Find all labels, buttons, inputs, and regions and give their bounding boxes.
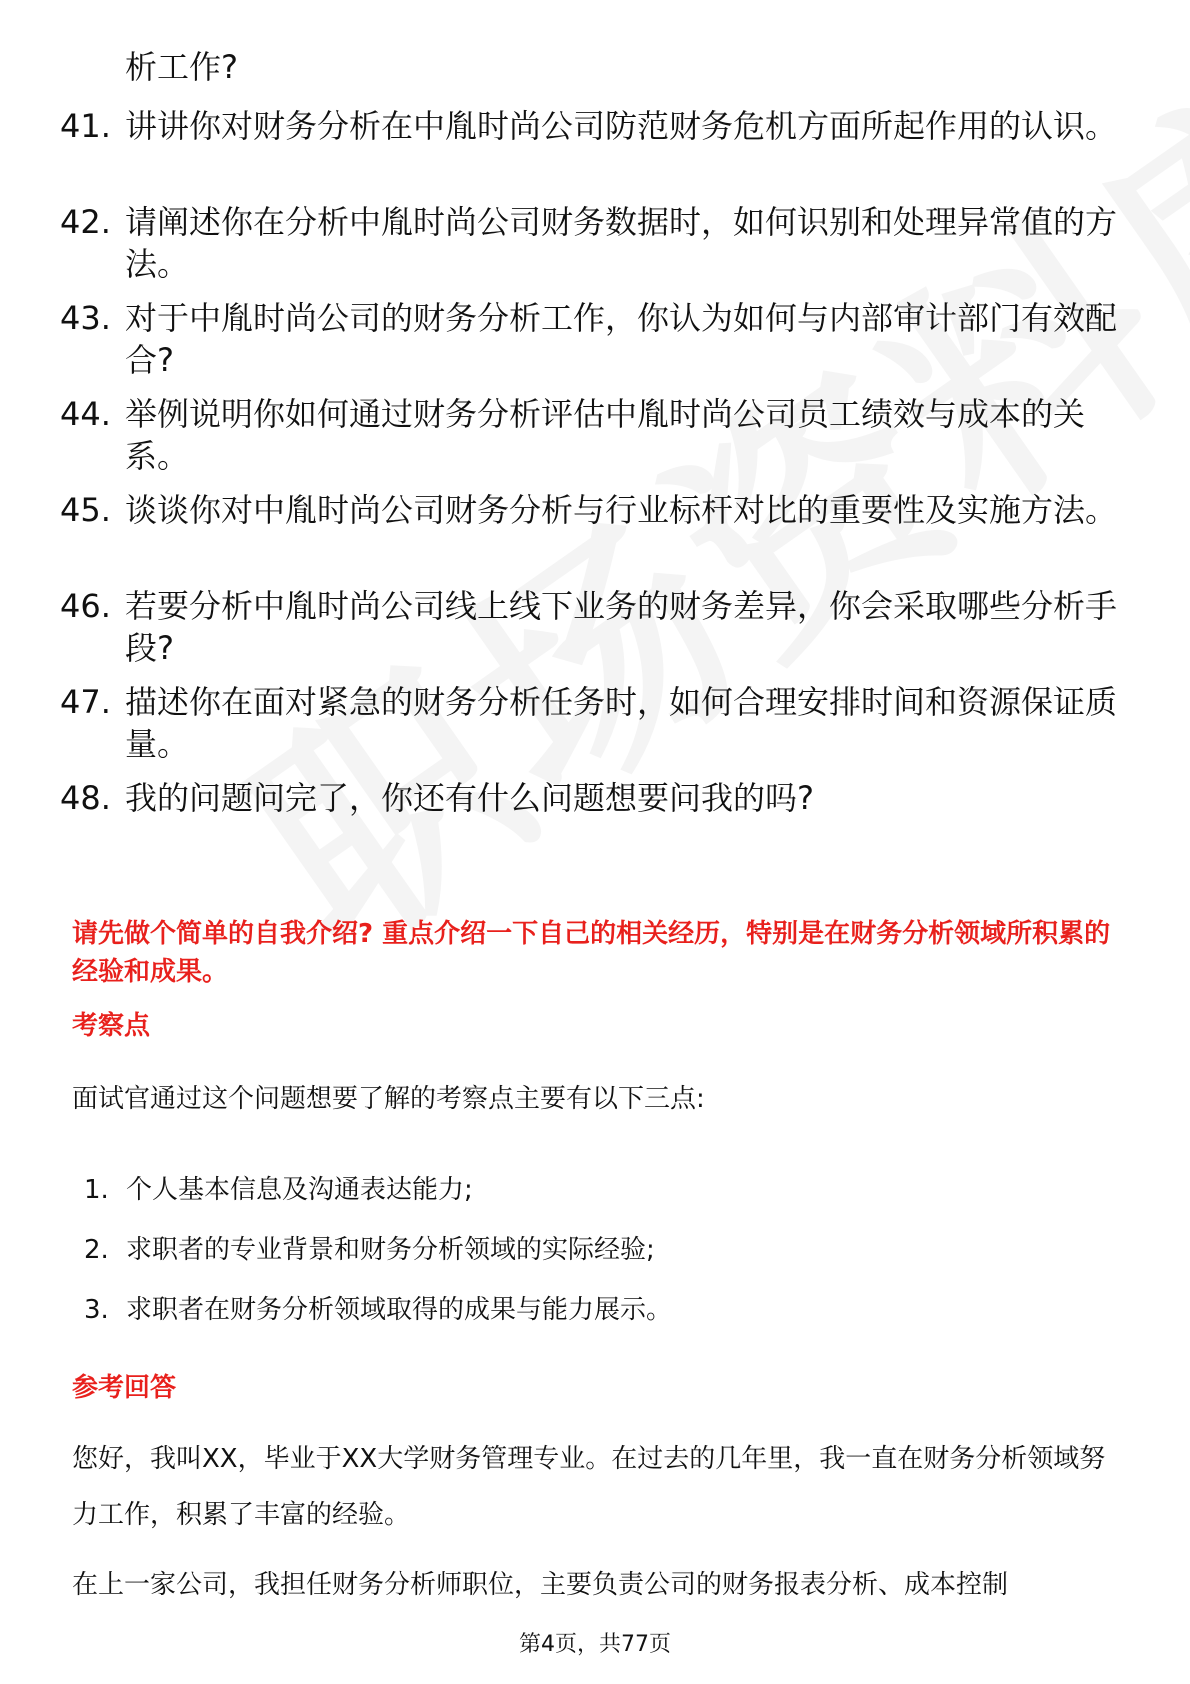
question-item	[60, 777, 1120, 819]
point-number: 2.	[84, 1235, 109, 1265]
question-item	[60, 585, 1120, 669]
assessment-intro: 面试官通过这个问题想要了解的考察点主要有以下三点:	[72, 1084, 705, 1114]
page-footer: 第4页，共77页	[519, 1632, 671, 1657]
question-text: 举例说明你如何通过财务分析评估中胤时尚公司员工绩效与成本的关系。	[125, 395, 1086, 475]
point-text: 求职者的专业背景和财务分析领域的实际经验;	[126, 1235, 655, 1265]
reference-paragraph: 您好，我叫XX，毕业于XX大学财务管理专业。在过去的几年里，我一直在财务分析领域努力工作，积累了丰富的经验。	[72, 1444, 1106, 1530]
question-number: 42.	[60, 203, 111, 241]
question-text: 谈谈你对中胤时尚公司财务分析与行业标杆对比的重要性及实施方法。	[125, 491, 1118, 529]
question-text: 若要分析中胤时尚公司线上线下业务的财务差异，你会采取哪些分析手段?	[125, 587, 1118, 667]
point-number: 3.	[84, 1295, 109, 1325]
question-number: 48.	[60, 779, 111, 817]
question-continuation	[60, 46, 1120, 88]
question-text: 描述你在面对紧急的财务分析任务时，如何合理安排时间和资源保证质量。	[125, 683, 1118, 763]
question-text: 我的问题问完了，你还有什么问题想要问我的吗?	[125, 779, 814, 817]
assessment-heading: 考察点	[72, 1011, 151, 1041]
point-number: 1.	[84, 1175, 109, 1205]
point-text: 求职者在财务分析领域取得的成果与能力展示。	[126, 1295, 673, 1325]
question-item	[60, 201, 1120, 285]
question-number: 46.	[60, 587, 111, 625]
assessment-point	[84, 1229, 655, 1266]
reference-heading: 参考回答	[72, 1373, 177, 1403]
question-item	[60, 297, 1120, 381]
reference-paragraph: 在上一家公司，我担任财务分析师职位，主要负责公司的财务报表分析、成本控制	[72, 1570, 1009, 1600]
question-item	[60, 393, 1120, 477]
assessment-point	[84, 1169, 473, 1206]
question-number: 44.	[60, 395, 111, 433]
question-text: 请阐述你在分析中胤时尚公司财务数据时，如何识别和处理异常值的方法。	[125, 203, 1118, 283]
question-text: 对于中胤时尚公司的财务分析工作，你认为如何与内部审计部门有效配合?	[125, 299, 1118, 379]
question-item	[60, 489, 1120, 531]
question-number: 41.	[60, 107, 111, 145]
question-text: 讲讲你对财务分析在中胤时尚公司防范财务危机方面所起作用的认识。	[125, 107, 1118, 145]
question-text: 析工作?	[125, 48, 238, 86]
question-number: 43.	[60, 299, 111, 337]
question-number: 47.	[60, 683, 111, 721]
question-number: 45.	[60, 491, 111, 529]
question-item	[60, 681, 1120, 765]
featured-question: 请先做个简单的自我介绍? 重点介绍一下自己的相关经历，特别是在财务分析领域所积累的经验和成果。	[72, 919, 1111, 987]
point-text: 个人基本信息及沟通表达能力;	[126, 1175, 473, 1205]
assessment-point	[84, 1289, 672, 1326]
question-item	[60, 105, 1120, 147]
